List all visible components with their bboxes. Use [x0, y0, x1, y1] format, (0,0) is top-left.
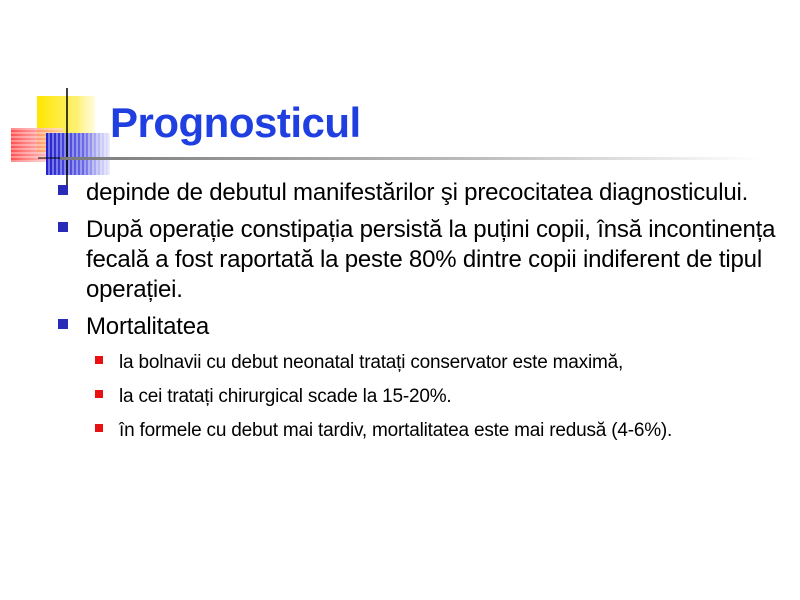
sub-bullet-item	[56, 383, 786, 410]
sub-bullet-item	[56, 349, 786, 376]
title-underline	[60, 157, 760, 160]
page-title: Prognosticul	[110, 99, 361, 146]
square-bullet-icon	[58, 319, 68, 329]
sub-bullet-text: în formele cu debut mai tardiv, mortalitatea este mai redusă (4-6%).	[119, 420, 673, 441]
square-bullet-icon	[95, 356, 103, 364]
sub-bullet-text: la bolnavii cu debut neonatal tratați conservator este maximă,	[119, 352, 624, 373]
bullet-text: După operație constipația persistă la puțini copii, însă incontinența fecală a fost raportată la peste 80% dintre copii indiferent de tipul operației.	[86, 216, 776, 303]
corner-decoration	[0, 0, 120, 190]
sub-bullet-text: la cei tratați chirurgical scade la 15-20%.	[119, 386, 452, 407]
slide-content	[56, 178, 786, 451]
square-bullet-icon	[58, 222, 68, 232]
sub-bullet-item	[56, 417, 786, 444]
square-bullet-icon	[58, 185, 68, 195]
square-bullet-icon	[95, 390, 103, 398]
bullet-text: Mortalitatea	[86, 313, 209, 340]
bullet-item	[56, 215, 786, 305]
bullet-item	[56, 312, 786, 342]
bullet-item	[56, 178, 786, 208]
sub-bullet-list	[56, 349, 786, 444]
square-bullet-icon	[95, 424, 103, 432]
bullet-text: depinde de debutul manifestărilor şi precocitatea diagnosticului.	[86, 179, 749, 206]
